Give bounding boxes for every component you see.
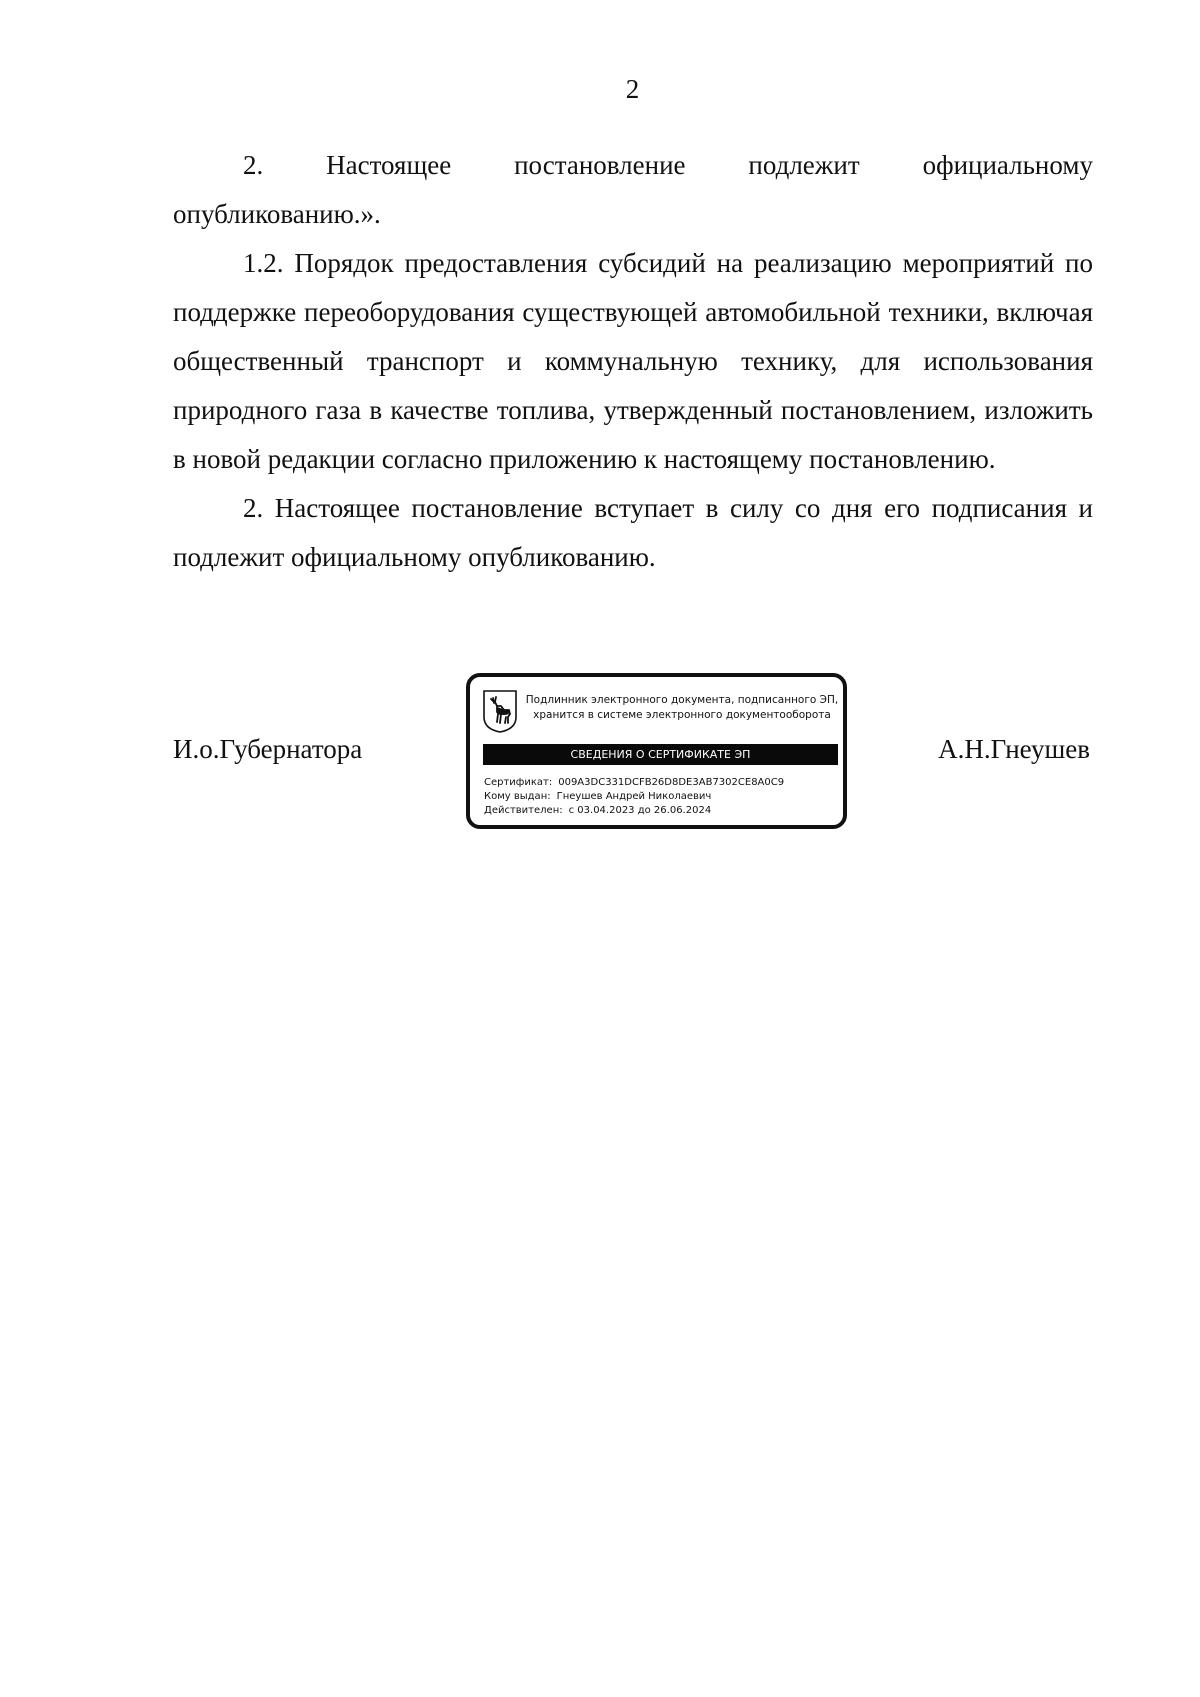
- paragraph-2: 1.2. Порядок предоставления субсидий на реализацию мероприятий по поддержке переоборудования существующей автомобильной техники, включая общественный транспорт и коммунальную технику, для использования природного газа в качестве топлива, утвержденный постановлением, изложить в новой редакции согласно приложению к настоящему постановлению.: [173, 248, 1093, 474]
- p1-word: 2.: [243, 150, 264, 180]
- paragraph-1-first-line: [173, 141, 1093, 190]
- stamp-header-line: хранится в системе электронного документооборота: [533, 709, 831, 721]
- page-number: 2: [625, 74, 640, 104]
- issued-to-value: Гнеушев Андрей Николаевич: [556, 791, 712, 802]
- p1-word: официальному: [922, 150, 1093, 180]
- paragraph-1-continuation: опубликованию.».: [173, 199, 381, 229]
- p1-word: постановление: [514, 150, 686, 180]
- certificate-row: [484, 776, 784, 790]
- issued-to-label: Кому выдан:: [484, 791, 551, 802]
- issued-to-row: [484, 790, 784, 804]
- stamp-header-line: Подлинник электронного документа, подписанного ЭП,: [525, 694, 839, 706]
- deer-coat-of-arms-icon: [482, 689, 518, 733]
- signatory-position: И.о.Губернатора: [173, 734, 363, 764]
- certificate-value: 009A3DC331DCFB26D8DE3AB7302CE8A0C9: [558, 777, 785, 788]
- stamp-details: [484, 776, 784, 818]
- paragraph-3: 2. Настоящее постановление вступает в силу со дня его подписания и подлежит официальному опубликованию.: [173, 493, 1093, 572]
- p1-word: подлежит: [748, 150, 860, 180]
- certificate-label: Сертификат:: [484, 777, 553, 788]
- validity-row: [484, 804, 784, 818]
- stamp-title-bar: СВЕДЕНИЯ О СЕРТИФИКАТЕ ЭП: [483, 744, 838, 765]
- stamp-header: [524, 693, 840, 723]
- p1-word: Настоящее: [326, 150, 452, 180]
- validity-value: с 03.04.2023 до 26.06.2024: [568, 805, 712, 816]
- validity-label: Действителен:: [484, 805, 563, 816]
- signatory-name: А.Н.Гнеушев: [938, 734, 1090, 764]
- document-body: [173, 141, 1093, 582]
- electronic-signature-stamp: [466, 673, 847, 829]
